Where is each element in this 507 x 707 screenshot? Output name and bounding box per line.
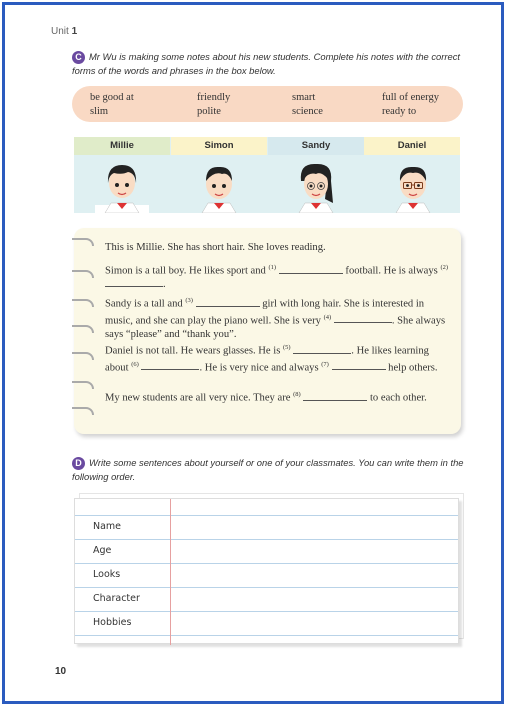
exercise-d-badge: D — [72, 457, 85, 470]
blank-6[interactable] — [141, 361, 199, 370]
student-name-simon: Simon — [171, 137, 267, 155]
blank-7[interactable] — [332, 361, 386, 370]
word-item: ready to — [382, 106, 417, 117]
daniel-portrait — [386, 159, 440, 213]
exercise-c-instruction: C Mr Wu is making some notes about his new students. Complete his notes with the correct forms of the words and phrases in the box below. — [72, 51, 460, 77]
unit-heading: Unit 1 — [51, 26, 78, 37]
binder-ring-icon — [72, 325, 94, 333]
simon-portrait — [192, 159, 246, 213]
notes-paragraph-3: Sandy is a tall and $^{(3)}$ girl with long hair. She is interested in music, and she can play the piano well. She is very $^{(4)}$ . She always says “please” and “thank you”. — [105, 297, 446, 340]
word-item: smart — [292, 92, 316, 103]
student-strip — [74, 137, 460, 213]
word-box — [72, 86, 463, 122]
student-name-millie: Millie — [74, 137, 170, 155]
notes-paragraph-2: Simon is a tall boy. He likes sport and $^{(1)}$ football. He is always $^{(2)}$ . — [105, 264, 449, 290]
blank-2[interactable] — [105, 278, 163, 287]
notes-paragraph-4: Daniel is not tall. He wears glasses. He is $^{(5)}$ . He likes learning about $^{(6)}$ . He is very nice and always $^{(7)}$ help others. — [105, 344, 438, 374]
page-number: 10 — [55, 666, 67, 677]
form-label-name: Name — [93, 521, 122, 532]
binder-ring-icon — [72, 299, 94, 307]
form-label-hobbies: Hobbies — [93, 617, 132, 628]
blank-5[interactable] — [293, 345, 351, 354]
binder-ring-icon — [72, 270, 94, 278]
form-label-age: Age — [93, 545, 112, 556]
binder-ring-icon — [72, 381, 94, 389]
word-item: full of energy — [382, 92, 439, 103]
binder-ring-icon — [72, 352, 94, 360]
form-label-character: Character — [93, 593, 140, 604]
word-item: be good at — [90, 92, 134, 103]
word-item: polite — [197, 106, 221, 117]
student-name-sandy: Sandy — [268, 137, 364, 155]
blank-3[interactable] — [196, 298, 260, 307]
binder-ring-icon — [72, 407, 94, 415]
millie-portrait — [95, 159, 149, 213]
exercise-c-badge: C — [72, 51, 85, 64]
word-item: friendly — [197, 92, 231, 103]
student-name-daniel: Daniel — [364, 137, 460, 155]
notes-paragraph-5: My new students are all very nice. They are $^{(8)}$ to each other. — [105, 391, 427, 404]
exercise-d-instruction: D Write some sentences about yourself or one of your classmates. You can write them in the following order. — [72, 457, 464, 483]
blank-1[interactable] — [279, 265, 343, 274]
binder-ring-icon — [72, 238, 94, 246]
notes-paragraph-1: This is Millie. She has short hair. She loves reading. — [105, 242, 326, 253]
form-label-looks: Looks — [93, 569, 121, 580]
writing-form — [74, 498, 459, 644]
blank-8[interactable] — [303, 392, 367, 401]
word-item: science — [292, 106, 323, 117]
word-item: slim — [90, 106, 109, 117]
blank-4[interactable] — [334, 314, 392, 323]
sandy-portrait — [289, 159, 343, 213]
